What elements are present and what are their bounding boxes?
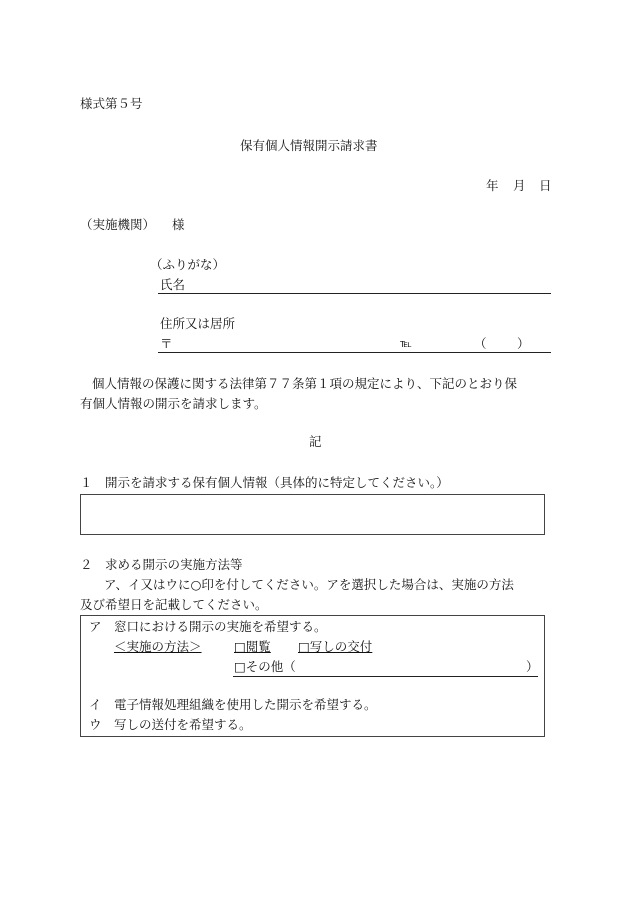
option-u-marker[interactable]: ウ xyxy=(89,717,102,732)
tel-paren-open: （ xyxy=(474,336,487,351)
disclosure-method-box xyxy=(80,615,545,737)
form-number: 様式第５号 xyxy=(80,96,143,111)
addressee-honorific: 様 xyxy=(172,217,185,232)
name-field[interactable] xyxy=(158,293,551,294)
intro-line-1: 個人情報の保護に関する法律第７７条第１項の規定により、下記のとおり保 xyxy=(92,376,518,391)
tel-paren-close: ） xyxy=(517,336,530,351)
addressee-agency: （実施機関） xyxy=(80,217,156,232)
section2-note-line-1: ア、イ又はウに○印を付してください。アを選択した場合は、実施の方法 xyxy=(104,577,514,592)
requested-info-box[interactable] xyxy=(80,494,545,535)
tel-mark: ℡ xyxy=(400,337,412,350)
ki-label: 記 xyxy=(309,434,322,449)
method-label: ＜実施の方法＞ xyxy=(114,639,202,654)
other-method-field[interactable] xyxy=(233,676,538,677)
page-title: 保有個人情報開示請求書 xyxy=(240,138,378,153)
option-a-text: 窓口における開示の実施を希望する。 xyxy=(114,619,327,634)
section1-heading: １ 開示を請求する保有個人情報（具体的に特定してください。） xyxy=(80,475,449,490)
checkbox-other[interactable]: □その他（ xyxy=(234,659,296,674)
other-paren-close: ） xyxy=(526,659,539,674)
option-u-text: 写しの送付を希望する。 xyxy=(114,717,252,732)
option-i-text: 電子情報処理組織を使用した開示を希望する。 xyxy=(114,697,377,712)
section2-heading: ２ 求める開示の実施方法等 xyxy=(80,557,243,572)
date-day-label: 日 xyxy=(539,178,552,193)
checkbox-viewing[interactable]: □閲覧 xyxy=(234,639,271,654)
date-year-label: 年 xyxy=(486,178,499,193)
name-label: 氏名 xyxy=(160,277,186,292)
furigana-label: （ふりがな） xyxy=(150,257,226,272)
address-field[interactable] xyxy=(158,352,551,353)
checkbox-copy[interactable]: □写しの交付 xyxy=(298,639,373,654)
postal-mark: 〒 xyxy=(160,336,173,351)
address-label: 住所又は居所 xyxy=(160,316,236,331)
date-month-label: 月 xyxy=(513,178,526,193)
option-i-marker[interactable]: イ xyxy=(89,697,102,712)
intro-line-2: 有個人情報の開示を請求します。 xyxy=(80,396,267,411)
section2-note-line-2: 及び希望日を記載してください。 xyxy=(80,597,268,612)
option-a-marker[interactable]: ア xyxy=(89,619,102,634)
